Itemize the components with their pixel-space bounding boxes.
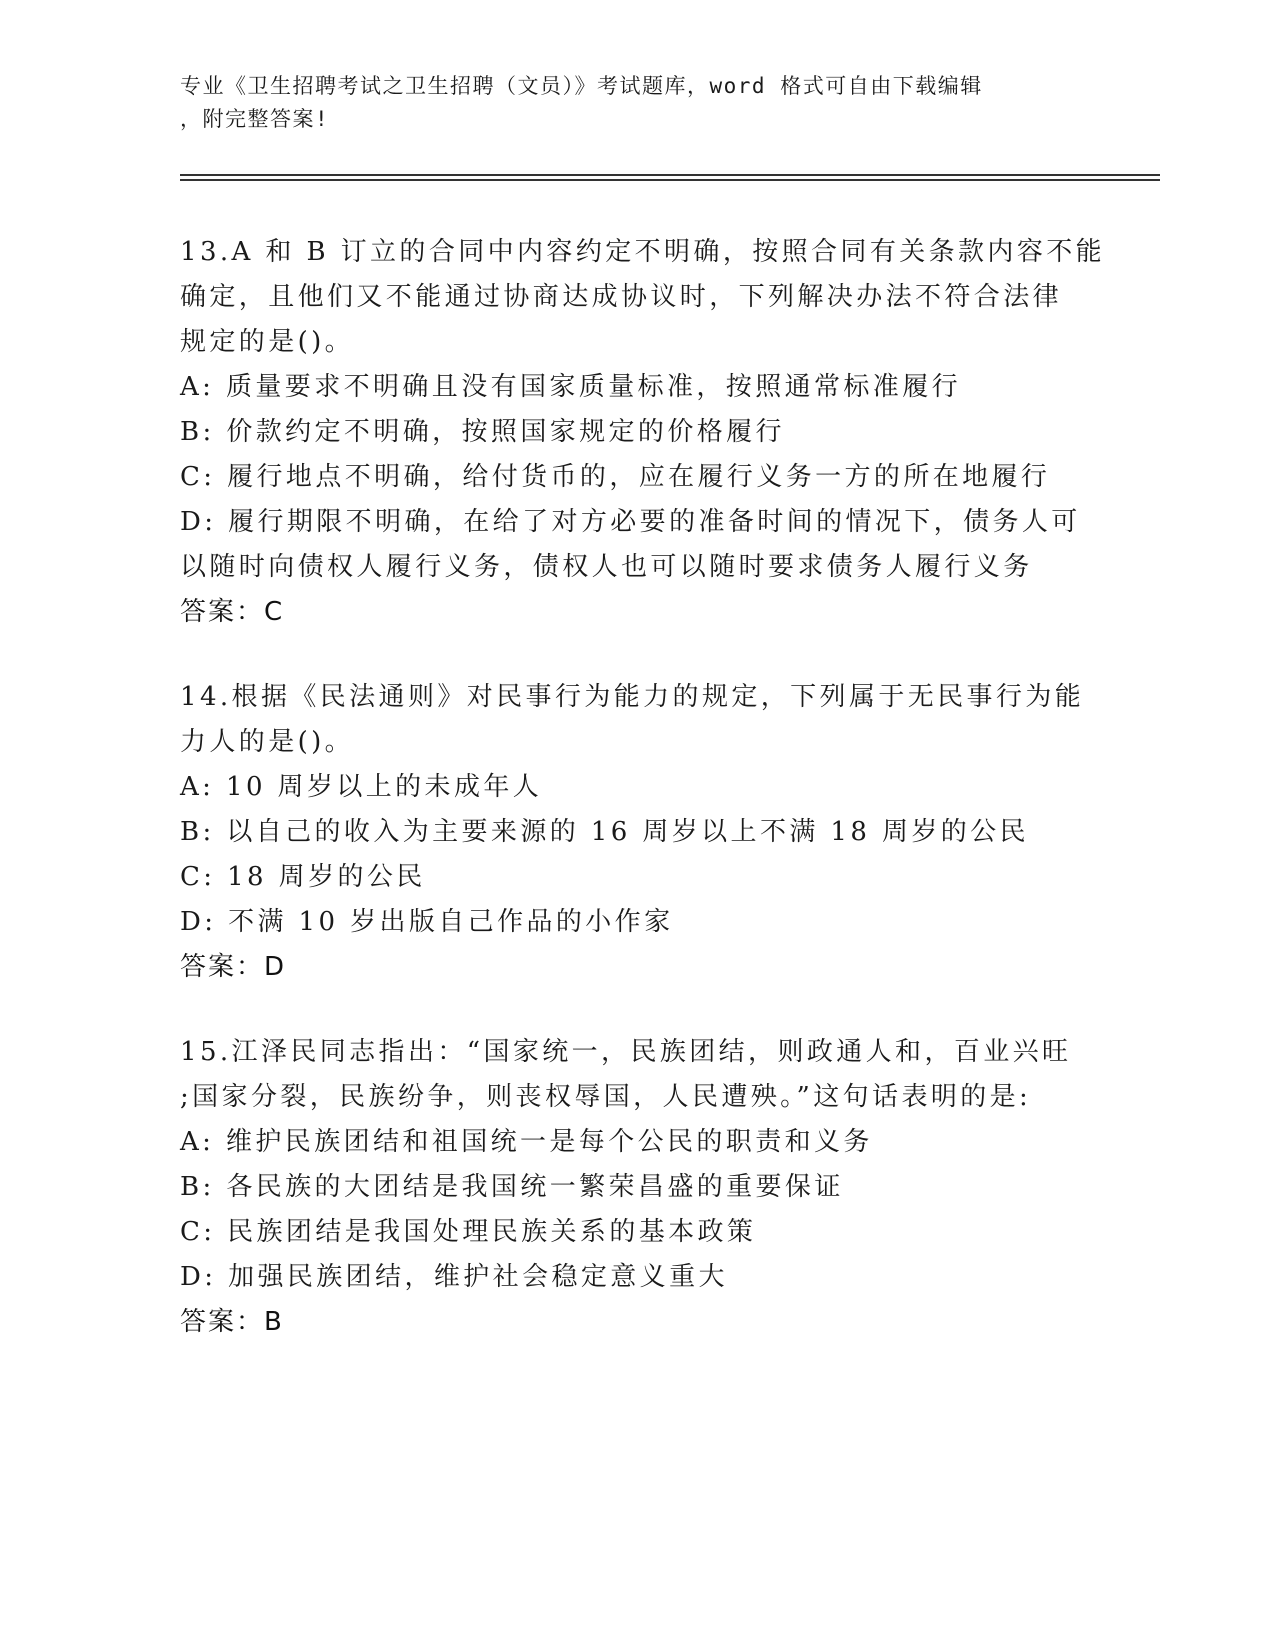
header-line: 专业《卫生招聘考试之卫生招聘（文员）》考试题库，word 格式可自由下载编辑: [180, 74, 983, 98]
question-stem-line: 规定的是()。: [180, 327, 355, 357]
question-13: [180, 230, 1106, 635]
question-stem-line: 力人的是()。: [180, 727, 355, 757]
option-b: B: 价款约定不明确，按照国家规定的价格履行: [180, 417, 785, 447]
option-a: A: 质量要求不明确且没有国家质量标准，按照通常标准履行: [180, 372, 962, 402]
question-stem-line: 确定，且他们又不能通过协商达成协议时，下列解决办法不符合法律: [180, 282, 1063, 312]
header-line: ，附完整答案!: [180, 107, 330, 131]
option-d: D: 履行期限不明确，在给了对方必要的准备时间的情况下，债务人可: [180, 507, 1081, 537]
question-stem-line: 13.A 和 B 订立的合同中内容约定不明确，按照合同有关条款内容不能: [180, 237, 1106, 267]
option-c: C: 履行地点不明确，给付货币的，应在履行义务一方的所在地履行: [180, 462, 1051, 492]
answer-label: 答案：C: [180, 597, 285, 627]
question-14: [180, 675, 1100, 990]
option-a: A: 维护民族团结和祖国统一是每个公民的职责和义务: [180, 1127, 873, 1157]
question-stem-line: 14.根据《民法通则》对民事行为能力的规定，下列属于无民事行为能: [180, 682, 1085, 712]
question-list: [180, 230, 1106, 1385]
option-d: D: 不满 10 岁出版自己作品的小作家: [180, 907, 674, 937]
document-header: [180, 70, 1060, 136]
header-divider: [180, 174, 1160, 181]
question-stem-line: 15.江泽民同志指出：“国家统一，民族团结，则政通人和，百业兴旺: [180, 1037, 1072, 1067]
option-c: C: 18 周岁的公民: [180, 862, 426, 892]
option-d-continued: 以随时向债权人履行义务，债权人也可以随时要求债务人履行义务: [180, 552, 1033, 582]
answer-label: 答案：B: [180, 1307, 284, 1337]
answer-label: 答案：D: [180, 952, 287, 982]
option-d: D: 加强民族团结，维护社会稳定意义重大: [180, 1262, 728, 1292]
option-c: C: 民族团结是我国处理民族关系的基本政策: [180, 1217, 757, 1247]
question-stem-line: ;国家分裂，民族纷争，则丧权辱国，人民遭殃。”这句话表明的是:: [180, 1082, 1032, 1112]
question-15: [180, 1030, 1100, 1345]
option-b: B: 以自己的收入为主要来源的 16 周岁以上不满 18 周岁的公民: [180, 817, 1029, 847]
option-a: A: 10 周岁以上的未成年人: [180, 772, 543, 802]
option-b: B: 各民族的大团结是我国统一繁荣昌盛的重要保证: [180, 1172, 844, 1202]
